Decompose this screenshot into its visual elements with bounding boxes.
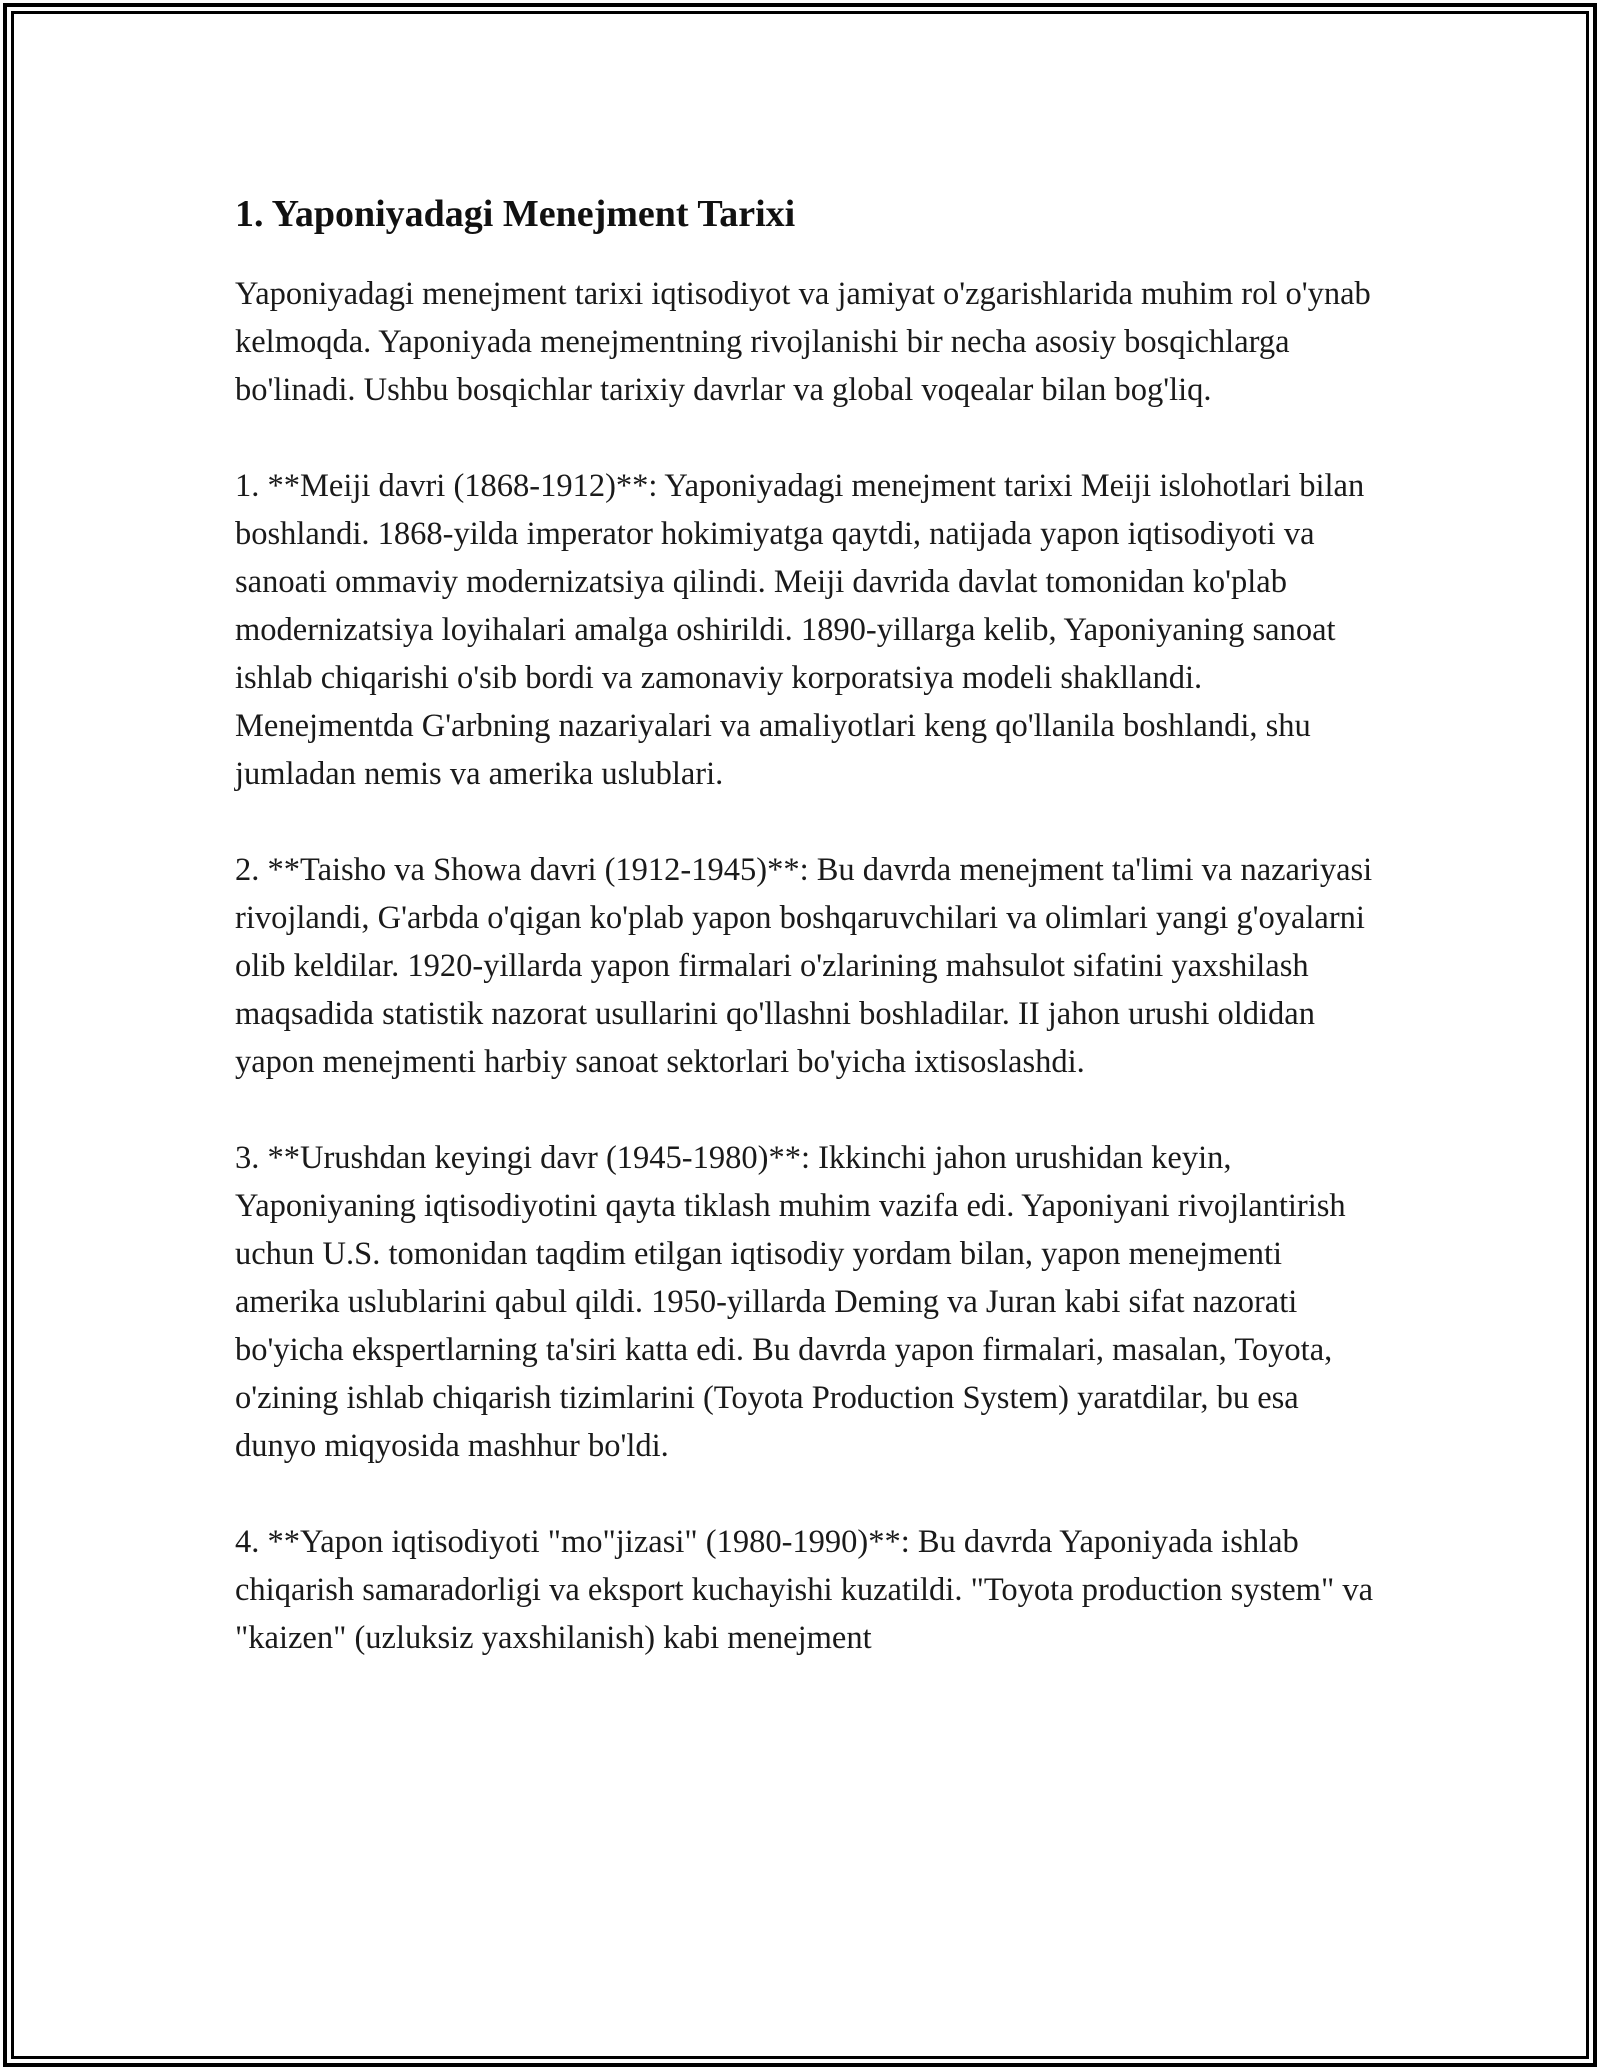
- paragraph-intro: Yaponiyadagi menejment tarixi iqtisodiyot va jamiyat o'zgarishlarida muhim rol o'ynab kelmoqda. Yaponiyada menejmentning rivojlanishi bir necha asosiy bosqichlarga bo'linadi. Ushbu bosqichlar tarixiy davrlar va global voqealar bilan bog'liq.: [235, 276, 1371, 408]
- paragraph-taisho-showa-period: 2. **Taisho va Showa davri (1912-1945)**: Bu davrda menejment ta'limi va nazariyasi rivojlandi, G'arbda o'qigan ko'plab yapon boshqaruvchilari va olimlari yangi g'oyalarni olib keldilar. 1920-yillarda yapon firmalari o'zlarining mahsulot sifatini yaxshilash maqsadida statistik nazorat usullarini qo'llashni boshladilar. II jahon urushi oldidan yapon menejmenti harbiy sanoat sektorlari bo'yicha ixtisoslashdi.: [235, 852, 1373, 1080]
- document-title: 1. Yaponiyadagi Menejment Tarixi: [235, 193, 796, 235]
- paragraph-economic-miracle: 4. **Yapon iqtisodiyoti "mo"jizasi" (1980-1990)**: Bu davrda Yaponiyada ishlab chiqarish samaradorligi va eksport kuchayishi kuzatildi. "Toyota production system" va "kaizen" (uzluksiz yaxshilanish) kabi menejment: [235, 1524, 1374, 1656]
- document-body: [235, 188, 1375, 1710]
- paragraph-postwar-period: 3. **Urushdan keyingi davr (1945-1980)**: Ikkinchi jahon urushidan keyin, Yaponiyaning iqtisodiyotini qayta tiklash muhim vazifa edi. Yaponiyani rivojlantirish uchun U.S. tomonidan taqdim etilgan iqtisodiy yordam bilan, yapon menejmenti amerika uslublarini qabul qildi. 1950-yillarda Deming va Juran kabi sifat nazorati bo'yicha ekspertlarning ta'siri katta edi. Bu davrda yapon firmalari, masalan, Toyota, o'zining ishlab chiqarish tizimlarini (Toyota Production System) yaratdilar, bu esa dunyo miqyosida mashhur bo'ldi.: [235, 1140, 1346, 1464]
- paragraph-meiji-period: 1. **Meiji davri (1868-1912)**: Yaponiyadagi menejment tarixi Meiji islohotlari bilan boshlandi. 1868-yilda imperator hokimiyatga qaytdi, natijada yapon iqtisodiyoti va sanoati ommaviy modernizatsiya qilindi. Meiji davrida davlat tomonidan ko'plab modernizatsiya loyihalari amalga oshirildi. 1890-yillarga kelib, Yaponiyaning sanoat ishlab chiqarishi o'sib bordi va zamonaviy korporatsiya modeli shakllandi. Menejmentda G'arbning nazariyalari va amaliyotlari keng qo'llanila boshlandi, shu jumladan nemis va amerika uslublari.: [235, 468, 1365, 792]
